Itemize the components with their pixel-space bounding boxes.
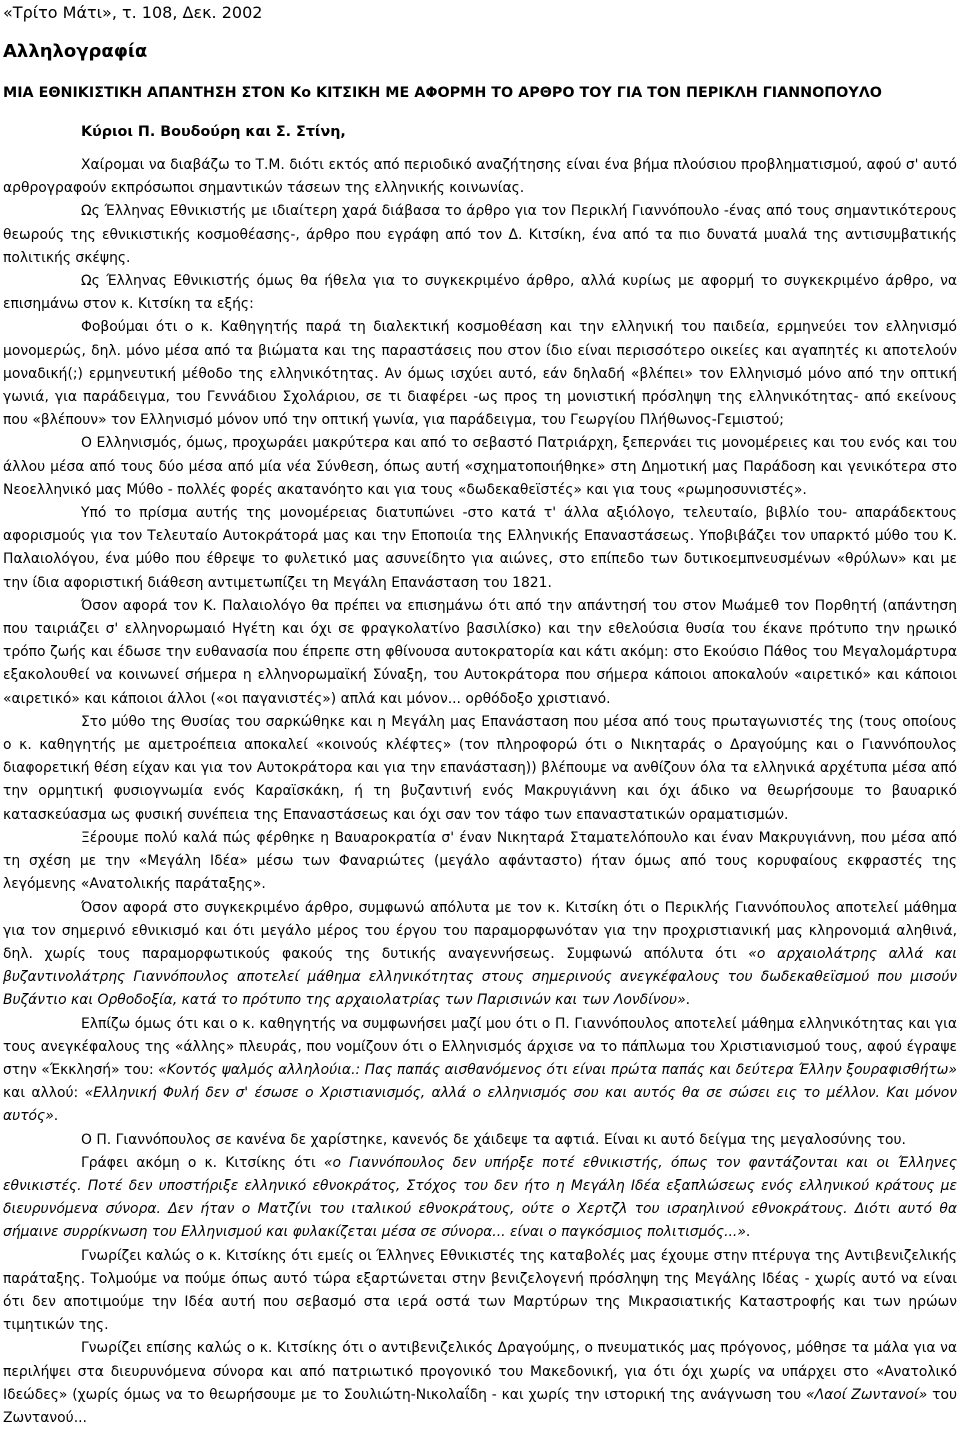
section-title: Αλληλογραφία: [3, 41, 148, 62]
salutation: Κύριοι Π. Βουδούρη και Σ. Στίνη,: [81, 124, 346, 140]
paragraph-text: .: [685, 992, 691, 1009]
source-line: «Τρίτο Μάτι», τ. 108, Δεκ. 2002: [3, 3, 263, 22]
body-paragraph: [3, 1013, 957, 1129]
paragraph-text: Ελπίζω όμως ότι και ο κ. καθηγητής να συμφωνήσει μαζί μου ότι ο Π. Γιαννόπουλος αποτελεί μάθημα ελληνικότητας και για τους ανεγκέφαλους της «άλλης» πλευράς, που νομίζουν ότι ο Ελληνισμός άρχισε να το πάπλωμα του Χριστιανισμού τους, αφού έγραψε στην «Έκκλησή» του:: [3, 1015, 957, 1078]
paragraph-text: Γνωρίζει καλώς ο κ. Κιτσίκης ότι εμείς οι Έλληνες Εθνικιστές της καταβολές μας έχουμε στην πτέρυγα της Αντιβενιζελικής παράταξης. Τολμούμε να πούμε όπως αυτό τώρα εξαρτώνεται στην βενιζελογενή πρόσληψη της Μεγάλης Ιδέας - χωρίς αυτό να είναι ότι δεν αποτιμούμε την Ιδέα αυτή που σεβασμό στα ιερά οστά των Μαρτύρων της Μικρασιατικής Καταστροφής και των ηρώων τιμητικών της.: [3, 1247, 957, 1334]
body-paragraph: [3, 270, 957, 316]
body-paragraph: [3, 1337, 957, 1430]
quoted-text: «Ελληνική Φυλή δεν σ' έσωσε ο Χριστιανισμός, αλλά ο ελληνισμός σου και αυτός θα σε σώσει εις το μέλλον. Και μόνον αυτός»: [3, 1085, 958, 1125]
paragraph-text: Ως Έλληνας Εθνικιστής με ιδιαίτερη χαρά διάβασα το άρθρο για τον Περικλή Γιαννόπουλο -ένας από τους σημαντικότερους θεωρούς της εθνικιστικής κοσμοθέασης-, άρθρο που εγράφη από τον Δ. Κιτσίκη, ένα από τα πιο δυνατά μυαλά της αντισυμβατικής πολιτικής σκέψης.: [3, 203, 957, 266]
paragraph-text: Γνωρίζει επίσης καλώς ο κ. Κιτσίκης ότι ο αντιβενιζελικός Δραγούμης, ο πνευματικός μας πρόγονος, μόθησε τα μάλα για να περιλήψει στα διευρυνόμενα σύνορα και από πατριωτικό προγονικό του Μακεδονική, για ότι όχι χωρίς να υπάρχει στο «Ανατολικό Ιδεώδες» (χωρίς όμως να το θεωρήσουμε με το Σουλιώτη-Νικολαΐδη - και χωρίς την ιστορική της ανάγνωση του: [3, 1340, 957, 1403]
quoted-text: «ο Γιαννόπουλος δεν υπήρξε ποτέ εθνικιστής, όπως τον φαντάζονται και οι Έλληνες εθνικιστές. Ποτέ δεν υποστήριξε ελληνικό εθνοκράτος, Στόχος του δεν ήτο η Μεγάλη Ιδέα εξαπλώσεως ενός ελληνικού κράτους με διευρυνόμενα σύνορα. Δεν ήταν ο Ματζίνι του ιταλικού εθνοκράτους, ούτε ο Χερτζλ του ισραηλινού εθνοκράτους. Διότι αυτό θα σήμαινε συρρίκνωση του Ελληνισμού και φυλακίζεται μέσα σε σύνορα... είναι ο παγκόσμιος πολιτισμός...»: [3, 1154, 957, 1241]
paragraph-text: Φοβούμαι ότι ο κ. Καθηγητής παρά τη διαλεκτική κοσμοθέαση και την ελληνική του παιδεία, ερμηνεύει τον ελληνισμό μονομερώς, δηλ. μόνο μέσα από τα βιώματα και της παραστάσεις που στον ίδιο είναι περισσότερο οικείες και αγαπητές κι αποτελούν μοναδική(;) ερμηνευτική μέθοδο της ελληνικότητας. Αν όμως ισχύει αυτό, εάν δηλαδή «βλέπει» τον Ελληνισμό μόνο από την οπτική γωνιά, για παράδειγμα, του Γεννάδιου Σχολάριου, σε τι διαφέρει -ως προς τη μονιστική πρόσληψη της ελληνικότητας- από εκείνους που «βλέπουν» τον Ελληνισμό μόνον υπό την οπτική γωνία, για παράδειγμα, του Γεωργίου Πλήθωνος-Γεμιστού;: [3, 319, 957, 429]
quoted-text: «Λαοί Ζωντανοί»: [806, 1386, 928, 1403]
paragraph-text: Όσον αφορά στο συγκεκριμένο άρθρο, συμφωνώ απόλυτα με τον κ. Κιτσίκη ότι ο Περικλής Γιαννόπουλος αποτελεί μάθημα για τον σημερινό εθνικισμό και ότι μεγάλο μέρος του έργου του παραμορφωνόταν για την προχριστιανική μας κληρονομιά αληθινά, δηλ. χωρίς τους παραμορφωτικούς φακούς της δυτικής αναγεννήσεως. Συμφωνώ απόλυτα ότι: [3, 899, 957, 962]
paragraph-text: Χαίρομαι να διαβάζω το Τ.Μ. διότι εκτός από περιοδικό αναζήτησης είναι ένα βήμα πλούσιου προβληματισμού, αφού σ' αυτό αρθρογραφούν εκπρόσωποι σημαντικών τάσεων της ελληνικής κοινωνίας.: [3, 157, 957, 197]
paragraph-text: .: [53, 1108, 59, 1125]
paragraph-text: Υπό το πρίσμα αυτής της μονομέρειας διατυπώνει -στο κατά τ' άλλα αξιόλογο, τελευταίο, βιβλίο του- απαράδεκτους αφορισμούς για τον Τελευταίο Αυτοκράτορά μας και την Εποποιία της Ελληνικής Επαναστάσεως. Υποβιβάζει τον υπαρκτό μύθο του Κ. Παλαιολόγου, ένα μύθο που έθρεψε το φυλετικό μας ασυνείδητο για αιώνες, στο επίπεδο των δυτικοεμπνευσμένων «θρύλων» και με την ίδια αφοριστική διάθεση αντιμετωπίζει τη Μεγάλη Επανάσταση του 1821.: [3, 505, 957, 591]
body-paragraph: [3, 595, 957, 711]
body-paragraph: [3, 1129, 957, 1152]
article-headline: ΜΙΑ ΕΘΝΙΚΙΣΤΙΚΗ ΑΠΑΝΤΗΣΗ ΣΤΟΝ Κο ΚΙΤΣΙΚΗ ΜΕ ΑΦΟΡΜΗ ΤΟ ΑΡΘΡΟ ΤΟΥ ΓΙΑ ΤΟΝ ΠΕΡΙΚΛΗ ΓΙΑΝΝΟΠΟΥΛΟ: [3, 85, 882, 101]
body-paragraph: [3, 711, 957, 827]
body-paragraph: [3, 154, 957, 200]
paragraph-text: Στο μύθο της Θυσίας του σαρκώθηκε και η Μεγάλη μας Επανάσταση που μέσα από τους πρωταγωνιστές της (τους οποίους ο κ. καθηγητής με αμετροέπεια αποκαλεί «κοινούς κλέφτες» (τον πληροφορώ ότι ο Νικηταράς ο Δραγούμης και ο Γιαννόπουλος διαφορετική θέση είχαν και για τον Αυτοκράτορα και για την επανάσταση)) βλέπουμε να ανθίζουν όλα τα ελληνικά αρχέτυπα μέσα από την ορμητική φυσιογνωμία ενός Καραϊσκάκη, ή τη βυζαντινή ενός Μακρυγιάννη και όχι άδικο να θεωρήσουμε το βαυαρικό κατασκεύασμα ως φυσική συνέπεια της Επαναστάσεως και όχι σαν τον τάφο των επαναστατικών οραματισμών.: [3, 713, 957, 823]
body-paragraph: [3, 897, 957, 1013]
body-paragraph: [3, 316, 957, 432]
paragraph-text: του Ζωντανού...: [3, 1386, 957, 1426]
body-paragraph: [3, 432, 957, 502]
body-paragraph: [3, 502, 957, 595]
body-paragraph: [3, 827, 957, 897]
paragraph-text: Όσον αφορά τον Κ. Παλαιολόγο θα πρέπει να επισημάνω ότι από την απάντησή του στον Μωάμεθ τον Πορθητή (απάντηση που ταιριάζει σ' ελληνορωμαιό Ηγέτη και όχι σε φραγκολατίνο βασιλίσκο) και την εθελούσια θυσία του έκανε πρότυπο την ηρωικό τρόπο ζωής και έδωσε την ευθανασία που έπρεπε στη φθίνουσα αυτοκρατορία και κάτι ακόμη: στο Εκούσιο Πάθος του Μεγαλομάρτυρα εξακολουθεί να κοινωνεί σήμερα η ελληνορωμαϊκή Σύναξη, του Αυτοκράτορα που σήμερα κάποιοι αποκαλούν «αιρετικό» και κάποιοι «αιρετικό» και κάποιοι άλλοι («οι παγανιστές») απλά και μόνον... ορθόδοξο χριστιανό.: [3, 597, 957, 707]
paragraph-text: Ως Έλληνας Εθνικιστής όμως θα ήθελα για το συγκεκριμένο άρθρο, αλλά κυρίως με αφορμή το συγκεκριμένο άρθρο, να επισημάνω στον κ. Κιτσίκη τα εξής:: [3, 273, 957, 313]
quoted-text: «Κοντός ψαλμός αλληλούια.: Πας παπάς αισθανόμενος ότι είναι πρώτα παπάς και δεύτερα Έλλην ξουραφισθήτω»: [158, 1061, 958, 1078]
quoted-text: «ο αρχαιολάτρης αλλά και βυζαντινολάτρης Γιαννόπουλος αποτελεί μάθημα ελληνικότητας στους σημερινούς ανεγκέφαλους του δωδεκαθεϊσμού που μισούν Βυζάντιο και Ορθοδοξία, κατά το πρότυπο της αρχαιολατρίας των Παρισινών και των Λονδίνου»: [3, 945, 957, 1009]
paragraph-text: Ο Π. Γιαννόπουλος σε κανένα δε χαρίστηκε, κανενός δε χάιδεψε τα αφτιά. Είναι κι αυτό δείγμα της μεγαλοσύνης του.: [81, 1131, 906, 1148]
paragraph-text: Ξέρουμε πολύ καλά πώς φέρθηκε η Βαυαροκρατία σ' έναν Νικηταρά Σταματελόπουλο και έναν Μακρυγιάννη, που μέσα από τη σχέση με την «Μεγάλη Ιδέα» μέσω των Φαναριώτες (μεγάλο αφάνταστο) ήταν όμως από τους κορυφαίους εκφραστές της λεγόμενης «Ανατολικής παράταξης».: [3, 829, 957, 893]
paragraph-text: Γράφει ακόμη ο κ. Κιτσίκης ότι: [81, 1154, 324, 1171]
letter-body: [3, 154, 957, 1430]
paragraph-text: .: [745, 1224, 751, 1241]
body-paragraph: [3, 200, 957, 270]
paragraph-text: Ο Ελληνισμός, όμως, προχωράει μακρύτερα και από το σεβαστό Πατριάρχη, ξεπερνάει τις μονομέρειες και του ενός και του άλλου μέσα από τους δύο μέσα από μία νέα Σύνθεση, όπως αυτή «σχηματοποιήθηκε» στη Δημοτική μας Παράδοση και γενικότερα στο Νεοελληνικό μας Μύθο - πολλές φορές ακατανόητο και για τους «δωδεκαθεϊστές» και για τους «ρωμηοσυνιστές».: [3, 435, 957, 498]
body-paragraph: [3, 1152, 957, 1245]
paragraph-text: και αλλού:: [3, 1085, 85, 1102]
body-paragraph: [3, 1245, 957, 1338]
